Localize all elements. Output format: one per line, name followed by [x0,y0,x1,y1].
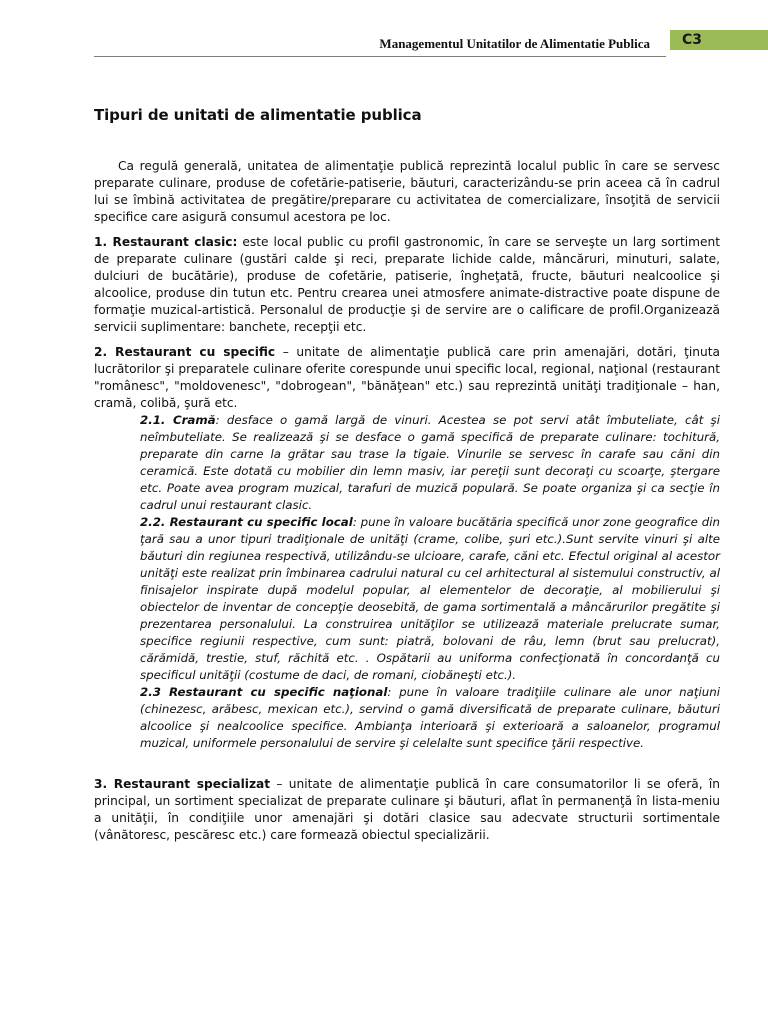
subitem-label: 2.2. Restaurant cu specific local [140,515,353,529]
subitem-label: 2.1. Cramă [140,413,216,427]
item-text: – unitate de alimentaţie publică care prin amenajări, dotări, ţinuta lucrătorilor şi preparatele culinare oferite corespunde unui specific local, regional, naţional (restaurant "românesc", "moldovenesc", "dobrogean", "bănăţean" etc.) sau reprezintă unităţi tradiţionale – han, cramă, colibă, şură etc. [94,345,721,410]
subitem-text: : desface o gamă largă de vinuri. Acestea se pot servi atât îmbuteliate, cât şi neîmbuteliate. Se realizează şi se desface o gamă specifică de preparate culinare: tochitură, preparate din carne la grătar sau trase la tigaie. Vinurile se servesc în carafe sau căni din ceramică. Este dotată cu mobilier din lemn masiv, iar pereţii sunt decoraţi cu scoarţe, ştergare etc. Poate avea program muzical, tarafuri de muzică populară. Se poate organiza şi ca secţie în cadrul unui restaurant clasic. [140,413,720,512]
subitem-list [140,412,720,752]
subitem-text: : pune în valoare tradiţiile culinare ale unor naţiuni (chinezesc, arăbesc, mexican etc.), servind o gamă diversificată de preparate culinare, băuturi alcoolice şi nealcoolice specifice. Ambianţa interioară şi exterioară a saloanelor, programul muzical, uniformele personalului de servire şi celelalte sunt specifice ţării respective. [140,685,720,750]
item-label: 1. Restaurant clasic: [94,235,238,249]
document-body [94,158,720,852]
header-divider [94,56,666,57]
subitem-specific-national [140,684,720,752]
running-header-title: Managementul Unitatilor de Alimentatie Publica [379,36,650,51]
item-label: 2. Restaurant cu specific [94,345,276,359]
subitem-specific-local [140,514,720,684]
item-label: 3. Restaurant specializat [94,777,271,791]
vertical-spacer [94,752,720,776]
chapter-badge: C3 [670,30,768,50]
item-restaurant-clasic [94,234,720,336]
intro-paragraph: Ca regulă generală, unitatea de alimentaţie publică reprezintă localul public în care se servesc preparate culinare, produse de cofetărie-patiserie, băuturi, caracterizându-se prin aceea că în cadrul lui se îmbină activitatea de pregătire/preparare cu activitatea de comercializare, însoţită de servicii specifice care asigură consumul acestora pe loc. [94,159,720,224]
subitem-label: 2.3 Restaurant cu specific naţional [140,685,388,699]
item-text: este local public cu profil gastronomic, în care se serveşte un larg sortiment de preparate culinare (gustări calde şi reci, preparate lichide calde, mâncăruri, minuturi, salate, dulciuri de bucătărie), produse de cofetărie, patiserie, îngheţată, fructe, băuturi nealcoolice şi alcoolice, produse din tutun etc. Pentru crearea unei atmosfere animate-distractive poate dispune de formaţie muzical-artistică. Personalul de producţie şi de servire are o calificare de profil.Organizează servicii suplimentare: banchete, recepţii etc. [94,235,720,334]
item-text: – unitate de alimentaţie publică în care consumatorilor li se oferă, în principal, un sortiment specializat de preparate culinare şi băuturi, aflat în permanenţă în lista-meniu a unităţii, în condiţiile unor amenajări şi dotări clasice sau adecvate structurii sortimentale (vânătoresc, pescăresc etc.) care formează obiectul specializării. [94,777,720,842]
subitem-crama [140,412,720,514]
item-restaurant-cu-specific [94,344,720,412]
section-title: Tipuri de unitati de alimentatie publica [94,106,422,124]
item-restaurant-specializat [94,776,720,844]
subitem-text: : pune în valoare bucătăria specifică unor zone geografice din ţară sau a unor tipuri tradiţionale de unităţi (crame, colibe, şuri etc.).Sunt servite vinuri şi alte băuturi din regiunea respectivă, utilizându-se ulcioare, carafe, căni etc. Efectul original al acestor unităţi este realizat prin îmbinarea cadrului natural cu cel arhitectural al sistemului constructiv, al finisajelor inspirate după modelul popular, al elementelor de decoraţie, al mobilierului şi obiectelor de inventar de concepţie deosebită, de gama sortimentală a mâncărurilor pregătite şi prezentarea personalului. La construirea unităţilor se utilizează materiale prelucrate sumar, specifice regiunii respective, cum sunt: piatră, bolovani de râu, lemn (brut sau prelucrat), cărămidă, trestie, stuf, răchită etc. . Ospătarii au uniforma confecţionată în concordanţă cu specificul unităţii (costume de daci, de romani, ciobăneşti etc.). [140,515,720,682]
